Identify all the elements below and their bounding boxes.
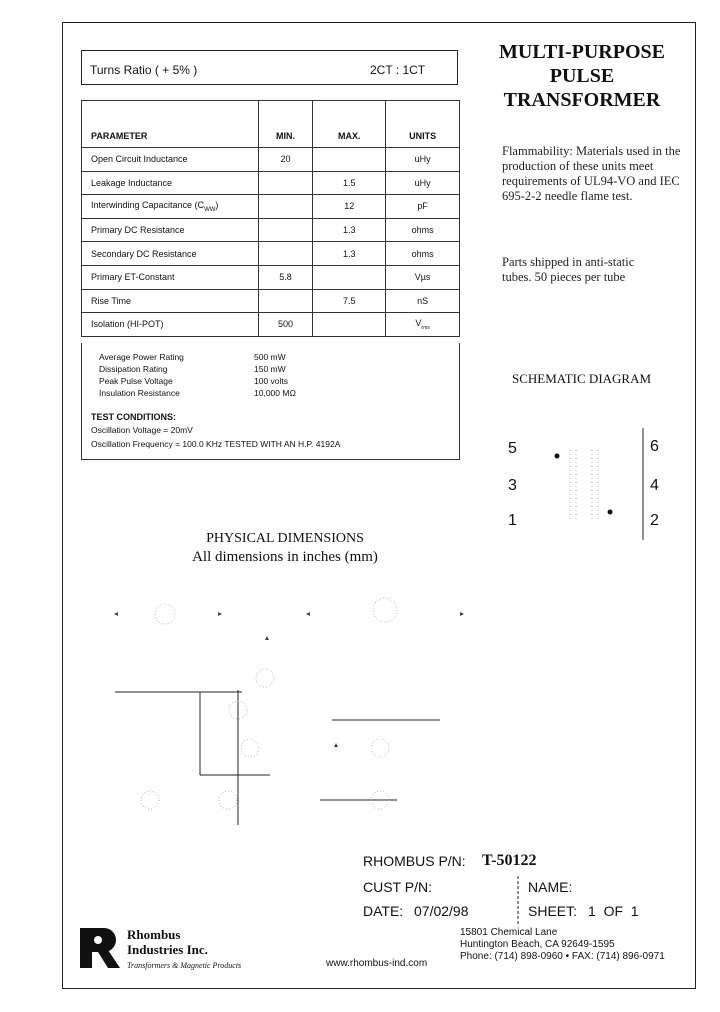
title-line: TRANSFORMER xyxy=(503,89,661,111)
rhombus-pn-value: T-50122 xyxy=(482,852,537,869)
rating-label: Average Power Rating xyxy=(99,352,184,362)
polarity-dot xyxy=(555,454,560,459)
min-cell xyxy=(258,289,313,313)
title-line: MULTI-PURPOSE xyxy=(499,41,665,63)
dimensions-subtitle: All dimensions in inches (mm) xyxy=(192,549,378,565)
name-label: NAME: xyxy=(528,879,573,895)
min-cell xyxy=(258,242,313,266)
pin-label: 2 xyxy=(650,512,659,529)
units-cell: Vµs xyxy=(386,265,460,289)
page-title xyxy=(482,40,682,112)
table-row xyxy=(82,265,460,289)
company-tagline: Transformers & Magnetic Products xyxy=(127,961,242,970)
table-row xyxy=(82,289,460,313)
header-parameter: PARAMETER xyxy=(82,101,259,148)
param-cell: Open Circuit Inductance xyxy=(82,148,259,172)
max-cell: 1.3 xyxy=(313,218,386,242)
min-cell xyxy=(258,195,313,219)
param-cell xyxy=(82,195,259,219)
units-subscript: rms xyxy=(421,324,430,331)
sheet-value: 1 OF 1 xyxy=(588,903,639,919)
param-cell: Isolation (HI-POT) xyxy=(82,313,259,337)
sheet-label: SHEET: xyxy=(528,903,578,919)
max-cell xyxy=(313,148,386,172)
max-cell: 1.3 xyxy=(313,242,386,266)
spec-table-header xyxy=(82,101,460,148)
pin-label: 4 xyxy=(650,477,659,494)
units-cell: pF xyxy=(386,195,460,219)
table-row xyxy=(82,195,460,219)
outline-lines xyxy=(115,690,440,825)
turns-ratio-box xyxy=(81,50,458,85)
company-line-2: Industries Inc. xyxy=(127,942,208,957)
spec-table xyxy=(81,100,460,337)
flammability-text: Flammability: Materials used in the production of these units meet requirements of UL94-VO and IEC 695-2-2 needle flame test. xyxy=(502,144,681,203)
min-cell xyxy=(258,171,313,195)
param-cell: Leakage Inductance xyxy=(82,171,259,195)
dimensions-title xyxy=(180,530,390,566)
cust-pn-label: CUST P/N: xyxy=(363,879,432,895)
company-name xyxy=(127,927,208,957)
max-cell: 1.5 xyxy=(313,171,386,195)
rhombus-logo-icon xyxy=(78,926,122,970)
date-label: DATE: xyxy=(363,903,404,919)
fax-number: FAX: (714) 896-0971 xyxy=(571,951,665,962)
units-cell xyxy=(386,313,460,337)
pin-label: 1 xyxy=(508,512,517,529)
param-text: Interwinding Capacitance (C xyxy=(91,200,205,211)
table-row xyxy=(82,313,460,337)
header-min: MIN. xyxy=(258,101,313,148)
footer-divider xyxy=(516,876,520,924)
max-cell xyxy=(313,265,386,289)
rating-value: 10,000 MΩ xyxy=(254,388,296,398)
min-cell xyxy=(258,218,313,242)
param-cell: Secondary DC Resistance xyxy=(82,242,259,266)
website-link[interactable]: www.rhombus-ind.com xyxy=(326,958,428,969)
pin-label: 6 xyxy=(650,438,659,455)
table-row xyxy=(82,171,460,195)
units-cell: ohms xyxy=(386,218,460,242)
ratings-box xyxy=(81,343,460,460)
max-cell xyxy=(313,313,386,337)
pin-label: 3 xyxy=(508,477,517,494)
company-address xyxy=(460,927,665,963)
max-cell: 12 xyxy=(313,195,386,219)
test-frequency: Oscillation Frequency = 100.0 KHz TESTED WITH AN H.P. 4192A xyxy=(91,439,341,449)
address-line-2: Huntington Beach, CA 92649-1595 xyxy=(460,939,615,950)
test-voltage: Oscillation Voltage = 20mV xyxy=(91,425,193,435)
param-cell: Primary ET-Constant xyxy=(82,265,259,289)
rating-label: Dissipation Rating xyxy=(99,364,168,374)
units-cell: uHy xyxy=(386,171,460,195)
test-conditions-heading: TEST CONDITIONS: xyxy=(91,412,176,422)
dimensions-heading: PHYSICAL DIMENSIONS xyxy=(206,531,364,546)
faded-dimension-marks xyxy=(141,598,397,809)
phone-number: Phone: (714) 898-0960 xyxy=(460,951,563,962)
contact-line: Phone: (714) 898-0960 • FAX: (714) 896-0971 xyxy=(460,951,665,962)
rating-value: 100 volts xyxy=(254,376,289,386)
rating-value: 500 mW xyxy=(254,352,286,362)
units-cell: ohms xyxy=(386,242,460,266)
title-line: PULSE xyxy=(549,65,615,87)
units-cell: nS xyxy=(386,289,460,313)
rating-value: 150 mW xyxy=(254,364,286,374)
turns-ratio-label: Turns Ratio ( + 5% ) xyxy=(90,63,198,77)
dimension-arrows xyxy=(114,612,464,747)
turns-ratio-value: 2CT : 1CT xyxy=(370,63,426,77)
rating-label: Insulation Resistance xyxy=(99,388,180,398)
max-cell: 7.5 xyxy=(313,289,386,313)
table-row xyxy=(82,148,460,172)
company-line-1: Rhombus xyxy=(127,927,181,942)
min-cell: 20 xyxy=(258,148,313,172)
param-cell: Primary DC Resistance xyxy=(82,218,259,242)
min-cell: 500 xyxy=(258,313,313,337)
winding-coils xyxy=(570,450,598,520)
date-value: 07/02/98 xyxy=(414,903,469,919)
pin-label: 5 xyxy=(508,440,517,457)
rhombus-pn-label: RHOMBUS P/N: xyxy=(363,853,466,869)
table-row xyxy=(82,242,460,266)
units-cell: uHy xyxy=(386,148,460,172)
dimension-drawing xyxy=(110,590,480,830)
rating-label: Peak Pulse Voltage xyxy=(99,376,173,386)
polarity-dot xyxy=(608,510,613,515)
header-units: UNITS xyxy=(386,101,460,148)
param-subscript: WW xyxy=(204,206,216,213)
min-cell: 5.8 xyxy=(258,265,313,289)
schematic-title: SCHEMATIC DIAGRAM xyxy=(512,371,652,386)
units-text: V xyxy=(415,318,422,329)
header-max: MAX. xyxy=(313,101,386,148)
schematic-diagram xyxy=(540,425,650,545)
param-close: ) xyxy=(215,200,219,211)
address-line-1: 15801 Chemical Lane xyxy=(460,927,558,938)
table-row xyxy=(82,218,460,242)
param-cell: Rise Time xyxy=(82,289,259,313)
shipping-text: Parts shipped in anti-static tubes. 50 pieces per tube xyxy=(502,255,635,284)
